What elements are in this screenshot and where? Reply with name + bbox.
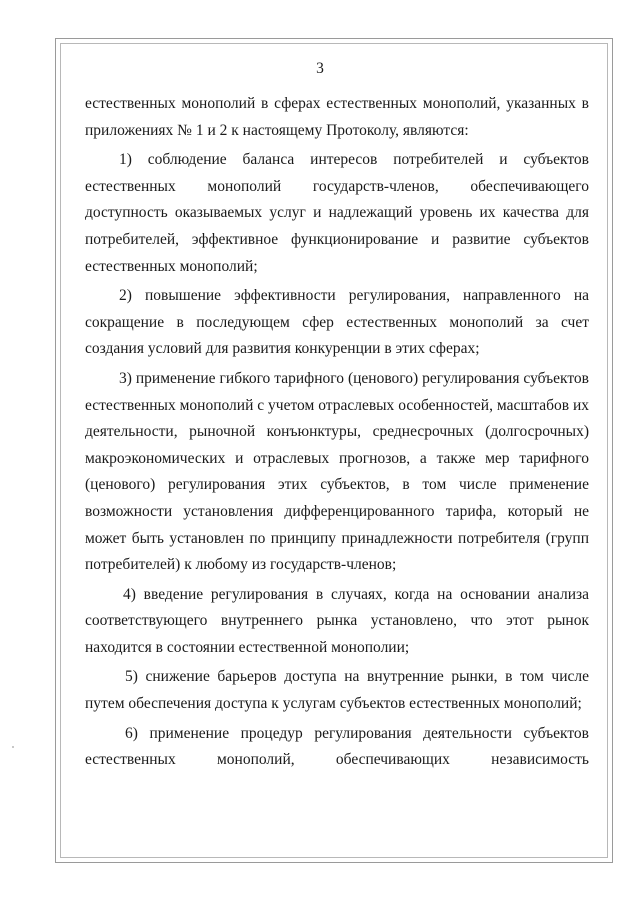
paragraph-item-1: 1) соблюдение баланса интересов потребителей и субъектов естественных монополий государств-членов, обеспечивающего доступность оказываемых услуг и надлежащий уровень их качества для потребителей, эффективное функционирование и развитие субъектов естественных монополий; — [85, 151, 589, 275]
paragraph-item-4: 4) введение регулирования в случаях, когда на основании анализа соответствующего внутреннего рынка установлено, что этот рынок находится в состоянии естественной монополии; — [85, 585, 589, 656]
paragraph-intro: естественных монополий в сферах естественных монополий, указанных в приложениях № 1 и 2 к настоящему Протоколу, являются: — [85, 95, 589, 139]
paragraph-item-2: 2) повышение эффективности регулирования, направленного на сокращение в последующем сфер естественных монополий за счет создания условий для развития конкуренции в этих сферах; — [85, 287, 589, 358]
scan-speck — [12, 746, 14, 748]
paragraph-item-3: 3) применение гибкого тарифного (ценового) регулирования субъектов естественных монополий с учетом отраслевых особенностей, масштабов их деятельности, рыночной конъюнктуры, среднесрочных (долгосрочных) макроэкономических и отраслевых прогнозов, а также мер тарифного (ценового) регулирования этих субъектов, в том числе применение возможности установления дифференцированного тарифа, который не может быть установлен по принципу принадлежности потребителя (групп потребителей) к любому из государств-членов; — [85, 369, 589, 574]
paragraph-item-6: 6) применение процедур регулирования деятельности субъектов естественных монополий, обеспечивающих независимость — [85, 724, 589, 769]
paragraph-item-5: 5) снижение барьеров доступа на внутренние рынки, в том числе путем обеспечения доступа к услугам субъектов естественных монополий; — [85, 668, 589, 713]
document-body — [85, 91, 589, 777]
page-number: 3 — [316, 60, 324, 77]
